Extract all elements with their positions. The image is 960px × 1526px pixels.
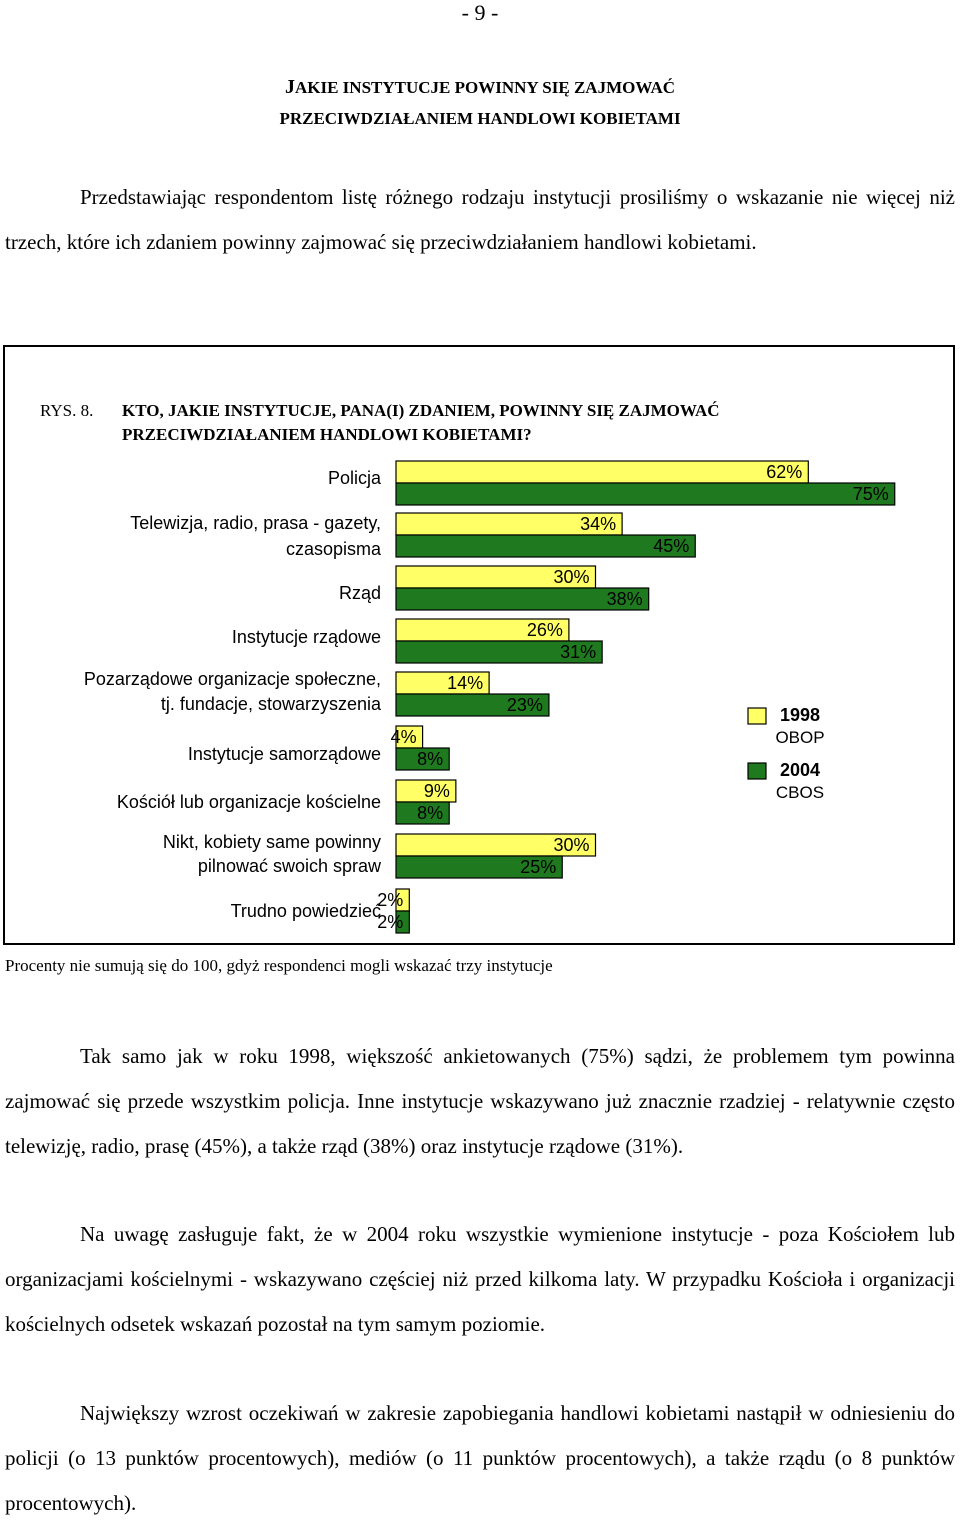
category-label: Instytucje rządowe xyxy=(231,627,381,647)
value-label-1998: 14% xyxy=(447,673,484,693)
body-paragraph-1: Tak samo jak w roku 1998, większość ankietowanych (75%) sądzi, że problemem tym powinna zajmować się przede wszystkim policja. Inne instytucje wskazywano już znacznie rzadziej - relatywnie często telewizję, radio, prasę (45%), a także rząd (38%) oraz instytucje rządowe (31%). xyxy=(5,1044,955,1158)
bar-2004 xyxy=(396,483,895,505)
category-label: pilnować swoich spraw xyxy=(197,856,381,876)
value-label-2004: 45% xyxy=(653,536,690,556)
bar-2004 xyxy=(396,535,695,557)
legend-source-2004: CBOS xyxy=(775,783,825,802)
category-label: Instytucje samorządowe xyxy=(187,744,381,764)
value-label-2004: 8% xyxy=(417,749,444,769)
category-label: czasopisma xyxy=(285,539,381,559)
category-label: tj. fundacje, stowarzyszenia xyxy=(160,694,381,714)
value-label-2004: 23% xyxy=(506,695,543,715)
value-label-1998: 26% xyxy=(526,620,563,640)
legend-swatch-2004 xyxy=(748,763,766,779)
document-title-rest: AKIE INSTYTUCJE POWINNY SIĘ ZAJMOWAĆ xyxy=(294,78,676,97)
value-label-2004: 25% xyxy=(520,857,557,877)
value-label-1998: 9% xyxy=(423,781,450,801)
value-label-2004: 2% xyxy=(377,912,404,932)
category-label: Nikt, kobiety same powinny xyxy=(162,832,381,852)
bar-1998 xyxy=(396,461,808,483)
value-label-2004: 75% xyxy=(852,484,889,504)
body-paragraph-2: Na uwagę zasługuje fakt, że w 2004 roku wszystkie wymienione instytucje - poza Kościołem lub organizacjami kościelnymi - wskazywano częściej niż przed kilkoma laty. W przypadku Kościoła i organizacji kościelnych odsetek wskazań pozostał na tym samym poziomie. xyxy=(5,1222,955,1336)
value-label-2004: 8% xyxy=(417,803,444,823)
category-label: Telewizja, radio, prasa - gazety, xyxy=(130,513,381,533)
legend-source-1998: OBOP xyxy=(775,728,825,747)
page-number: - 9 - xyxy=(461,0,499,25)
document-title-initial: J xyxy=(284,76,295,98)
intro-paragraph: Przedstawiając respondentom listę różnego rodzaju instytucji prosiliśmy o wskazanie nie więcej niż trzech, które ich zdaniem powinny zajmować się przeciwdziałaniem handlowi kobietami. xyxy=(5,185,955,254)
value-label-2004: 31% xyxy=(560,642,597,662)
legend-year-2004: 2004 xyxy=(779,760,821,780)
category-label: Rząd xyxy=(338,583,381,603)
document-title-line-2: PRZECIWDZIAŁANIEM HANDLOWI KOBIETAMI xyxy=(279,109,681,128)
legend-year-1998: 1998 xyxy=(779,705,821,725)
value-label-1998: 4% xyxy=(390,727,417,747)
body-paragraph-3: Największy wzrost oczekiwań w zakresie zapobiegania handlowi kobietami nastąpił w odniesieniu do policji (o 13 punktów procentowych), mediów (o 11 punktów procentowych), a także rządu (o 8 punktów procentowych). xyxy=(5,1401,955,1515)
category-label: Pozarządowe organizacje społeczne, xyxy=(83,669,381,689)
figure-title-line-2: PRZECIWDZIAŁANIEM HANDLOWI KOBIETAMI? xyxy=(122,425,532,444)
value-label-1998: 30% xyxy=(553,835,590,855)
category-label: Trudno powiedzieć xyxy=(230,901,381,921)
figure-title-line-1: KTO, JAKIE INSTYTUCJE, PANA(I) ZDANIEM, POWINNY SIĘ ZAJMOWAĆ xyxy=(122,401,720,420)
value-label-1998: 30% xyxy=(553,567,590,587)
value-label-1998: 62% xyxy=(766,462,803,482)
value-label-1998: 34% xyxy=(580,514,617,534)
figure-number: RYS. 8. xyxy=(40,401,94,420)
category-label: Kościół lub organizacje kościelne xyxy=(116,792,381,812)
category-label: Policja xyxy=(327,468,381,488)
figure-footnote: Procenty nie sumują się do 100, gdyż respondenci mogli wskazać trzy instytucje xyxy=(5,956,553,975)
value-label-2004: 38% xyxy=(606,589,643,609)
value-label-1998: 2% xyxy=(377,890,404,910)
legend-swatch-1998 xyxy=(748,708,766,724)
